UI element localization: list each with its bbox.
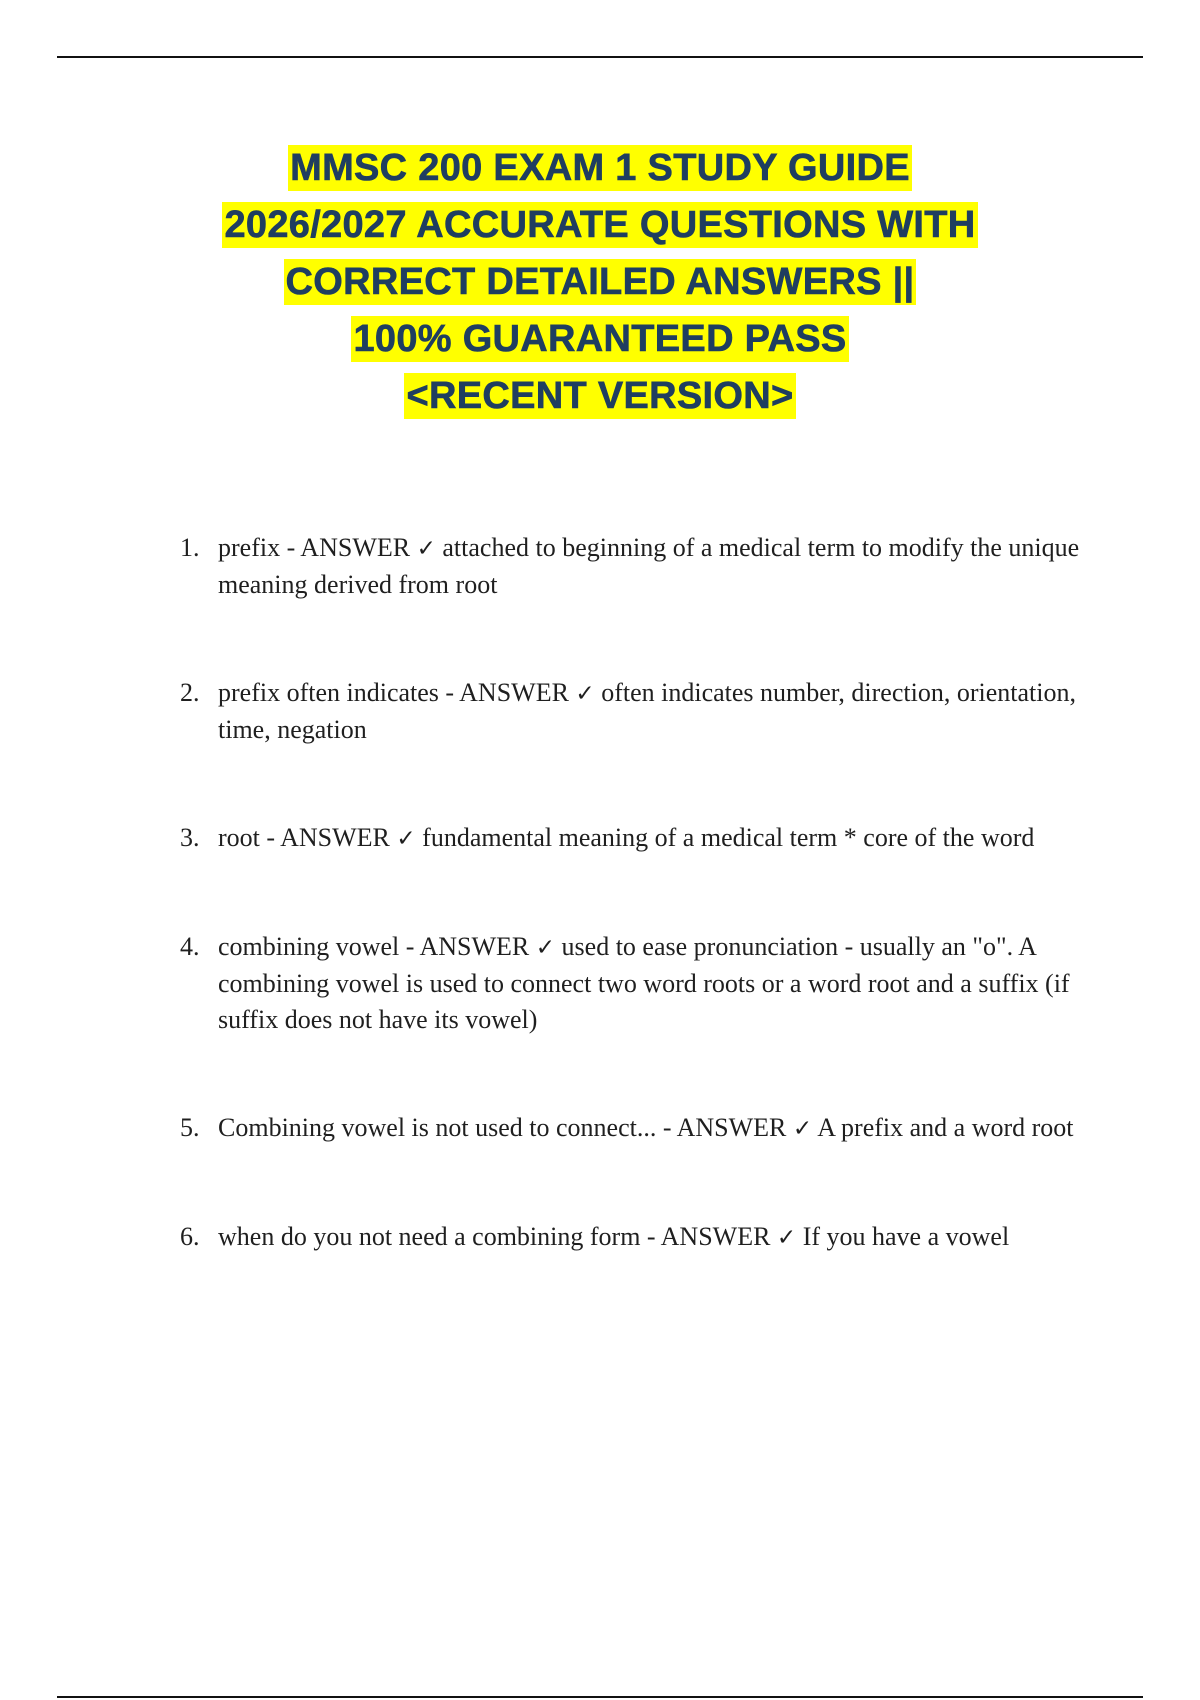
answer-text: used to ease pronunciation - usually an "o". A combining vowel is used to connect two word roots or a word root and a suffix (if suffix does not have its vowel) <box>218 932 1070 1034</box>
item-number: 4. <box>180 932 200 961</box>
item-number: 5. <box>180 1113 200 1142</box>
check-icon: ✓ <box>416 536 436 562</box>
title-line: 2026/2027 ACCURATE QUESTIONS WITH <box>224 204 976 246</box>
bottom-rule <box>57 1696 1143 1698</box>
check-icon: ✓ <box>535 935 556 961</box>
item-number: 2. <box>180 678 200 707</box>
top-rule <box>57 56 1143 58</box>
item-text <box>218 1219 1085 1256</box>
question-text: combining vowel - ANSWER <box>218 932 530 961</box>
title-line: <RECENT VERSION> <box>406 375 794 417</box>
check-icon: ✓ <box>776 1225 797 1251</box>
item-text <box>218 675 1085 748</box>
answer-text: If you have a vowel <box>802 1222 1010 1251</box>
answer-text: A prefix and a word root <box>817 1113 1074 1142</box>
answer-text: often indicates number, direction, orientation, time, negation <box>218 678 1076 744</box>
qa-item <box>180 530 1085 603</box>
check-icon: ✓ <box>792 1116 813 1142</box>
item-text <box>218 530 1085 603</box>
document-title <box>0 140 1200 425</box>
qa-item <box>180 929 1085 1038</box>
title-line: MMSC 200 EXAM 1 STUDY GUIDE <box>290 147 910 189</box>
item-number: 3. <box>180 823 200 852</box>
check-icon: ✓ <box>575 681 595 707</box>
title-line: 100% GUARANTEED PASS <box>353 318 847 360</box>
question-text: prefix often indicates - ANSWER <box>218 678 569 707</box>
item-text <box>218 1110 1085 1147</box>
qa-list <box>180 530 1085 1256</box>
item-text <box>218 929 1085 1038</box>
item-number: 1. <box>180 533 200 562</box>
qa-item <box>180 820 1085 857</box>
qa-item <box>180 1219 1085 1256</box>
question-text: Combining vowel is not used to connect... - ANSWER <box>218 1113 787 1142</box>
item-text <box>218 820 1085 857</box>
item-number: 6. <box>180 1222 200 1251</box>
answer-text: attached to beginning of a medical term to modify the unique meaning derived from root <box>218 533 1080 599</box>
question-text: when do you not need a combining form - ANSWER <box>218 1222 771 1251</box>
qa-item <box>180 1110 1085 1147</box>
title-line: CORRECT DETAILED ANSWERS || <box>285 261 915 303</box>
check-icon: ✓ <box>396 826 416 852</box>
qa-item <box>180 675 1085 748</box>
question-text: prefix - ANSWER <box>218 533 411 562</box>
answer-text: fundamental meaning of a medical term * core of the word <box>422 823 1035 852</box>
question-text: root - ANSWER <box>218 823 390 852</box>
